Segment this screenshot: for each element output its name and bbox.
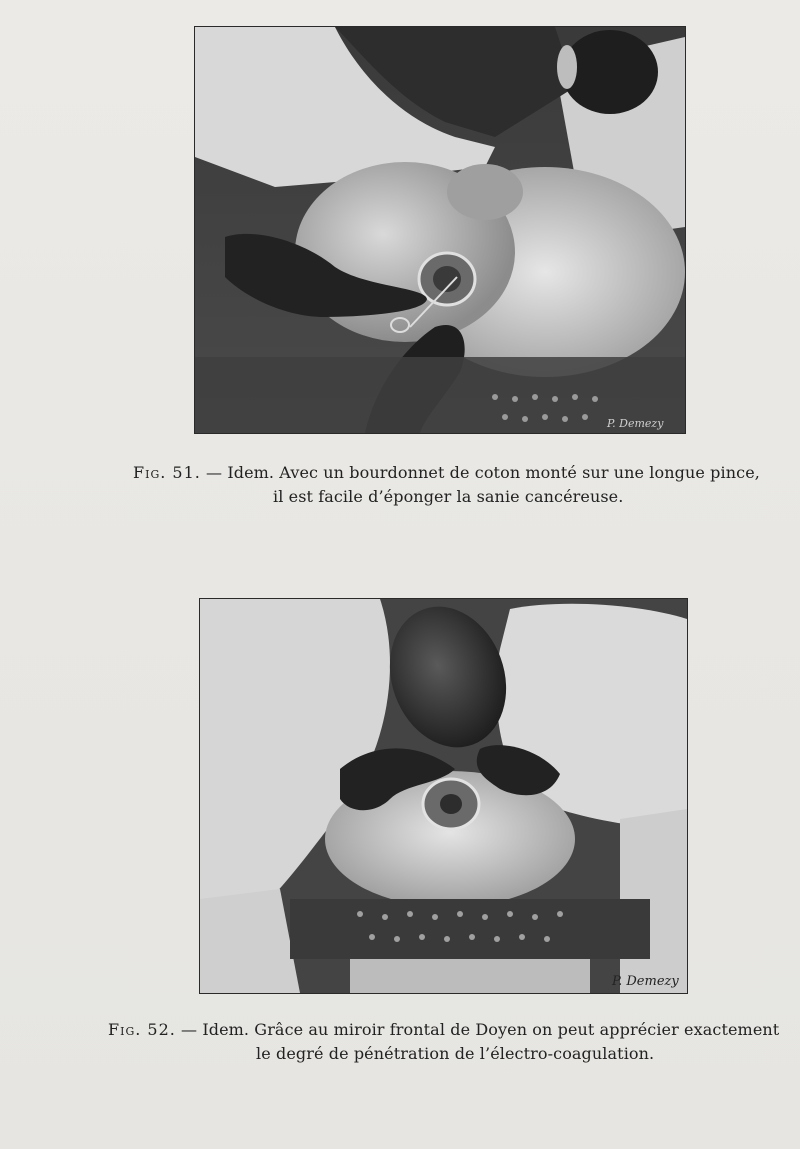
figure-52-illustration (200, 599, 687, 993)
figure-52-label: Fig. 52. (108, 1020, 176, 1039)
figure-52-signature: P. Demezy (612, 974, 679, 989)
figure-52-photograph (199, 598, 688, 994)
figure-51-photograph (194, 26, 686, 434)
figure-51-caption-line-1: — Idem. Avec un bourdonnet de coton monté sur une longue pince, (206, 463, 760, 482)
figure-52-caption (108, 1018, 780, 1066)
figure-51-label: Fig. 51. (133, 463, 201, 482)
figure-52-caption-line-1: — Idem. Grâce au miroir frontal de Doyen on peut apprécier exactement (181, 1020, 780, 1039)
figure-51-illustration (195, 27, 685, 433)
figure-51-signature: P. Demezy (607, 417, 664, 430)
figure-52-caption-line-2: le degré de pénétration de l’électro-coagulation. (256, 1044, 655, 1063)
figure-51-caption-line-2: il est facile d’éponger la sanie cancéreuse. (273, 487, 624, 506)
figure-51-caption (133, 461, 773, 509)
